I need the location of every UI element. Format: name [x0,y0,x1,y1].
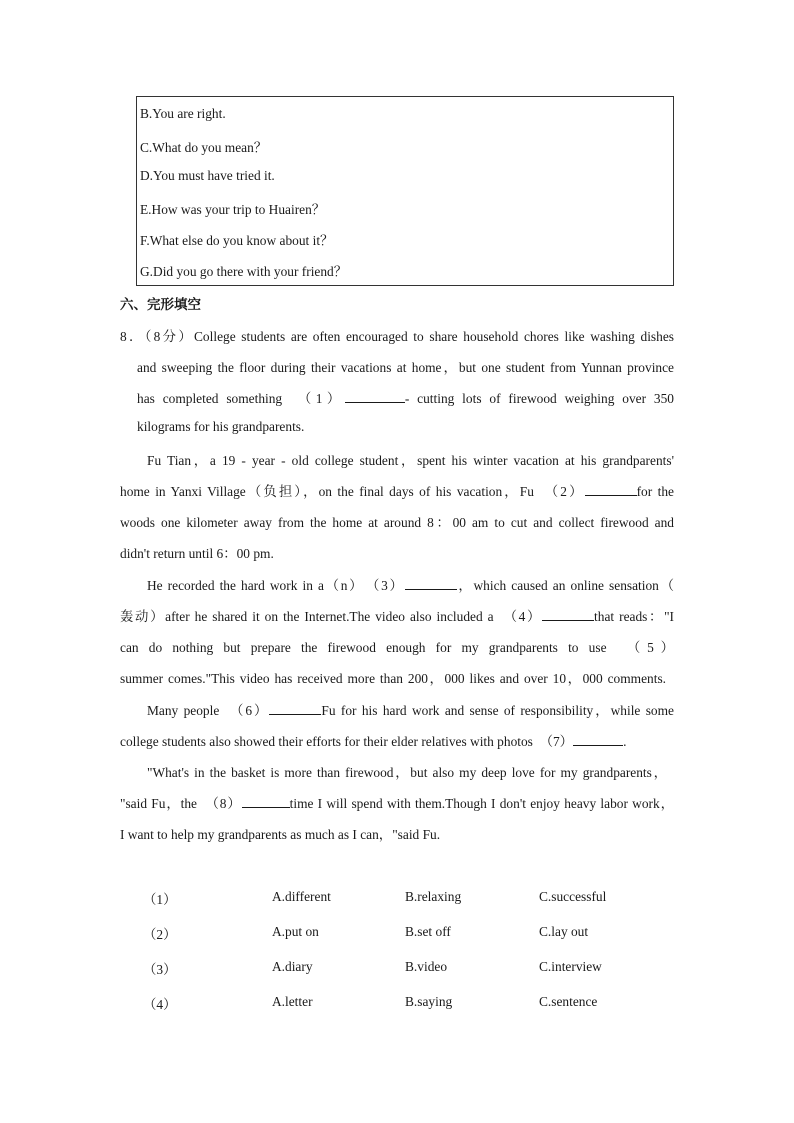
choice-option-a[interactable]: A.different [272,889,331,904]
q8-line-4: kilograms for his grandparents. [137,419,305,434]
p2-line-2: 轰动）after he shared it on the Internet.The video also included a （4） that reads："I [120,609,674,624]
choice-row-3 [0,959,794,979]
blank-7[interactable] [573,732,623,746]
p1-line-3: woods one kilometer away from the home at around 8：00 am to cut and collect firewood and [120,515,674,530]
q8-line-3: has completed something （1） - cutting lots of firewood weighing over 350 [137,391,675,406]
blank-8[interactable] [242,794,290,808]
q8-line-2: and sweeping the floor during their vacations at home，but one student from Yunnan province [137,360,674,375]
choice-number: （2） [143,927,177,942]
p2-line-1: He recorded the hard work in a（n） （3） ，which caused an online sensation（ [147,578,674,593]
choice-option-c[interactable]: C.sentence [539,994,598,1009]
p3-line-2: college students also showed their efforts for their elder relatives with photos （7） . [120,734,627,749]
choice-option-c[interactable]: C.interview [539,959,602,974]
blank-3[interactable] [405,576,457,590]
p1-line-1: Fu Tian，a 19 - year - old college student，spent his winter vacation at his grandparents' [147,453,674,468]
dialogue-options-box [136,96,674,286]
choice-option-b[interactable]: B.video [405,959,448,974]
choice-option-c[interactable]: C.successful [539,889,607,904]
choice-option-b[interactable]: B.saying [405,994,453,1009]
blank-4[interactable] [542,607,594,621]
option-c: C.What do you mean？ [140,140,268,155]
choice-row-2 [0,924,794,944]
p1-line-2: home in Yanxi Village（负担），on the final days of his vacation，Fu （2） for the [120,484,674,499]
choice-row-4 [0,994,794,1014]
p2-line-3: can do nothing but prepare the firewood enough for my grandparents to use （5） [120,640,674,655]
choice-option-b[interactable]: B.set off [405,924,451,939]
choice-option-a[interactable]: A.diary [272,959,313,974]
choice-option-a[interactable]: A.put on [272,924,319,939]
p4-line-2: "said Fu，the （8） time I will spend with them.Though I don't enjoy heavy labor work， [120,796,674,811]
option-b: B.You are right. [140,106,226,121]
blank-1[interactable] [345,389,405,403]
p1-line-4: didn't return until 6：00 pm. [120,546,274,561]
choice-number: （3） [143,962,177,977]
choice-option-a[interactable]: A.letter [272,994,313,1009]
blank-6[interactable] [269,701,321,715]
option-d: D.You must have tried it. [140,168,275,183]
choice-number: （4） [143,997,177,1012]
p4-line-3: I want to help my grandparents as much as I can，"said Fu. [120,827,441,842]
choice-option-b[interactable]: B.relaxing [405,889,462,904]
choice-option-c[interactable]: C.lay out [539,924,589,939]
q8-line-1: 8．（8分）College students are often encouraged to share household chores like washing dishes [120,329,674,344]
p2-line-4: summer comes."This video has received more than 200，000 likes and over 10，000 comments. [120,671,666,686]
option-f: F.What else do you know about it？ [140,233,334,248]
p3-line-1: Many people （6） Fu for his hard work and sense of responsibility，while some [147,703,674,718]
blank-2[interactable] [585,482,637,496]
choice-number: （1） [143,892,177,907]
section-title: 六、完形填空 [120,297,201,313]
choice-row-1 [0,889,794,909]
option-e: E.How was your trip to Huairen？ [140,202,326,217]
option-g: G.Did you go there with your friend？ [140,264,348,279]
p4-line-1: "What's in the basket is more than firewood，but also my deep love for my grandparents， [147,765,667,780]
